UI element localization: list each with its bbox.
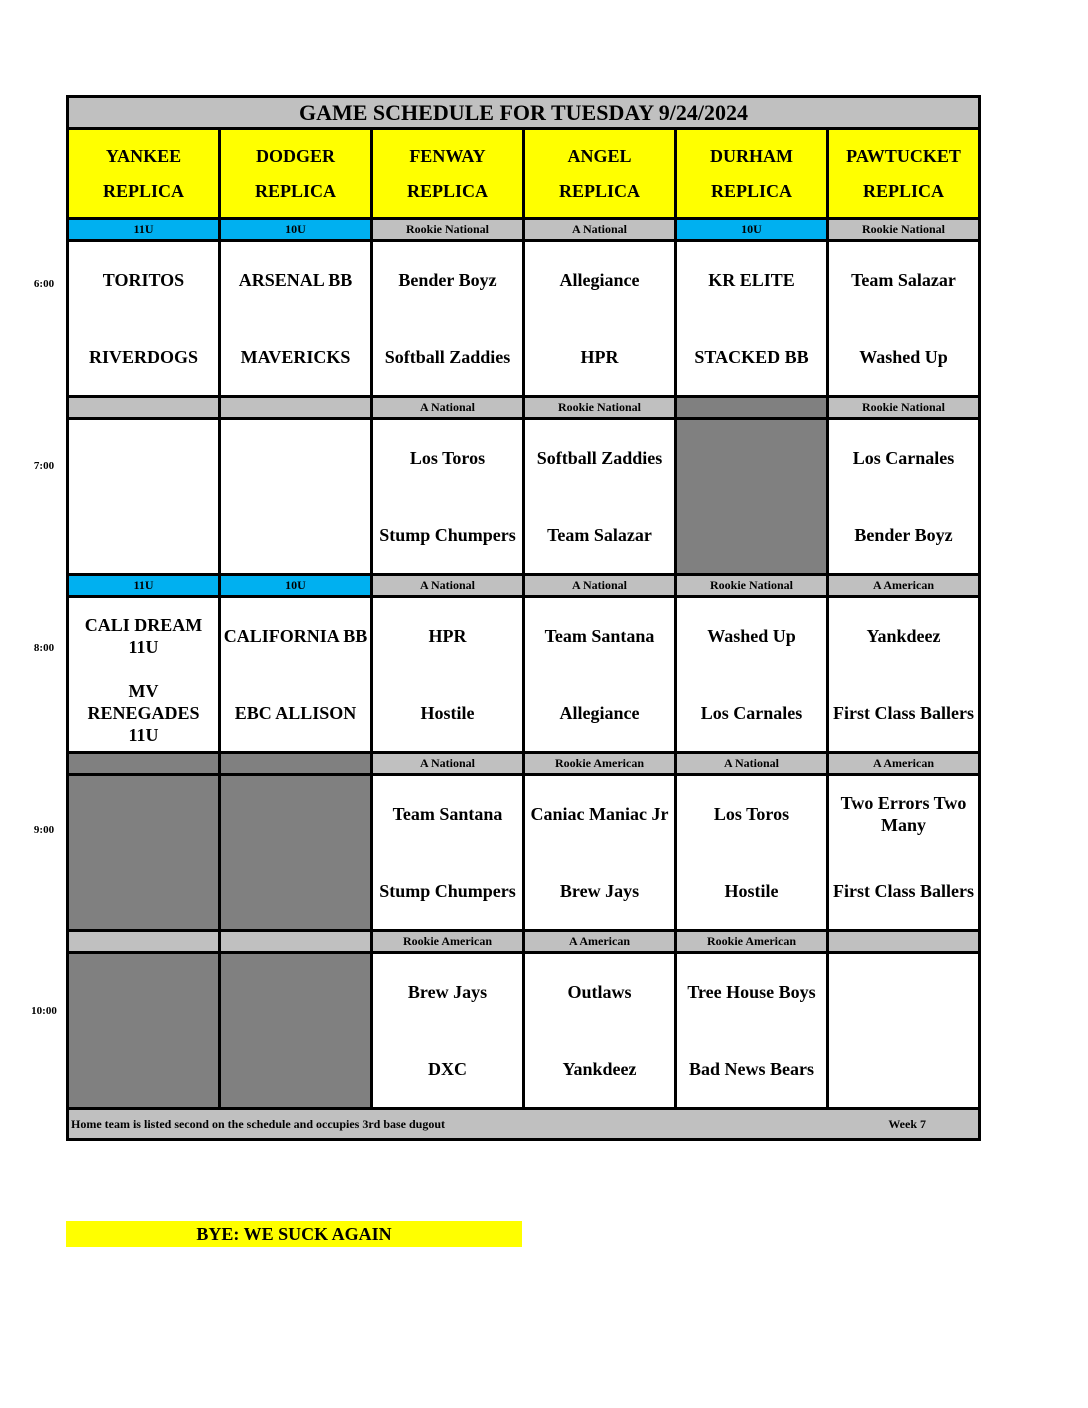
away-team: Softball Zaddies	[536, 448, 663, 469]
time-label-8: 8:00	[33, 642, 55, 654]
matchup	[677, 776, 826, 929]
game-cell	[828, 241, 980, 397]
home-team-note: Home team is listed second on the schedule and occupies 3rd base dugout	[71, 1116, 446, 1131]
division-label: A National	[524, 219, 676, 241]
matchup	[677, 420, 826, 573]
away-team: HPR	[428, 626, 467, 647]
matchup	[221, 242, 370, 395]
matchup	[525, 598, 674, 751]
away-team: Caniac Maniac Jr	[530, 804, 669, 825]
field-name: DODGER	[255, 145, 335, 166]
division-label: 11U	[68, 219, 220, 241]
time-label-6: 6:00	[33, 278, 55, 290]
division-label: 10U	[676, 219, 828, 241]
home-team	[677, 497, 826, 574]
game-cell	[828, 775, 980, 931]
game-cell	[372, 419, 524, 575]
footer-cell	[68, 1109, 980, 1140]
home-team	[221, 853, 370, 930]
week-label: Week 7	[888, 1116, 926, 1131]
matchup	[677, 598, 826, 751]
matchup	[525, 954, 674, 1107]
game-cell	[220, 419, 372, 575]
schedule-title: GAME SCHEDULE FOR TUESDAY 9/24/2024	[68, 97, 980, 129]
division-label	[68, 753, 220, 775]
game-cell	[524, 775, 676, 931]
field-header-3	[372, 129, 524, 219]
home-team: EBC ALLISON	[234, 702, 357, 723]
matchup	[69, 242, 218, 395]
field-name: ANGEL	[567, 145, 632, 166]
game-row	[68, 775, 980, 931]
away-team: Two Errors Two Many	[840, 793, 967, 836]
home-team: Hostile	[724, 880, 779, 901]
game-cell	[68, 241, 220, 397]
game-cell	[220, 241, 372, 397]
home-team: MV RENEGADES 11U	[87, 680, 200, 745]
field-subtitle: REPLICA	[710, 180, 792, 201]
field-header-2	[220, 129, 372, 219]
home-team: Stump Chumpers	[379, 880, 516, 901]
division-label	[220, 931, 372, 953]
game-cell	[68, 775, 220, 931]
division-label	[828, 931, 980, 953]
matchup	[525, 776, 674, 929]
away-team: Yankdeez	[866, 626, 941, 647]
game-cell	[676, 419, 828, 575]
home-team: Bad News Bears	[689, 1058, 814, 1079]
matchup	[525, 242, 674, 395]
game-cell	[220, 597, 372, 753]
game-cell	[524, 419, 676, 575]
home-team: RIVERDOGS	[88, 346, 199, 367]
division-label	[68, 931, 220, 953]
game-cell	[372, 597, 524, 753]
division-label: A American	[828, 575, 980, 597]
away-team: Brew Jays	[407, 982, 488, 1003]
matchup	[829, 776, 978, 929]
division-label	[220, 753, 372, 775]
home-team	[221, 497, 370, 574]
away-team: Los Carnales	[852, 448, 955, 469]
division-label: A National	[372, 397, 524, 419]
field-name: DURHAM	[710, 145, 793, 166]
footer-row	[68, 1109, 980, 1140]
division-label: Rookie American	[372, 931, 524, 953]
division-label: A National	[372, 753, 524, 775]
away-team: Allegiance	[559, 270, 640, 291]
away-team	[677, 420, 826, 497]
game-cell	[828, 597, 980, 753]
away-team: KR ELITE	[708, 270, 795, 291]
division-label	[68, 397, 220, 419]
game-row	[68, 419, 980, 575]
bye-notice: BYE: WE SUCK AGAIN	[66, 1221, 522, 1247]
away-team: Washed Up	[707, 626, 796, 647]
away-team: Team Salazar	[851, 270, 956, 291]
away-team	[69, 776, 218, 853]
field-name: PAWTUCKET	[846, 145, 961, 166]
division-label: A National	[676, 753, 828, 775]
field-subtitle: REPLICA	[254, 180, 336, 201]
home-team	[69, 497, 218, 574]
game-row	[68, 953, 980, 1109]
game-cell	[676, 241, 828, 397]
game-row	[68, 597, 980, 753]
field-subtitle: REPLICA	[558, 180, 640, 201]
game-cell	[676, 775, 828, 931]
game-cell	[68, 597, 220, 753]
time-label-9: 9:00	[33, 824, 55, 836]
field-header-1	[68, 129, 220, 219]
division-label: 10U	[220, 575, 372, 597]
away-team	[221, 776, 370, 853]
away-team: CALI DREAM 11U	[84, 615, 203, 658]
home-team: Team Salazar	[547, 524, 652, 545]
game-cell	[676, 597, 828, 753]
home-team: HPR	[580, 346, 619, 367]
game-cell	[220, 953, 372, 1109]
matchup	[677, 954, 826, 1107]
division-row	[68, 397, 980, 419]
matchup	[829, 420, 978, 573]
game-cell	[68, 419, 220, 575]
division-label: 11U	[68, 575, 220, 597]
away-team	[221, 420, 370, 497]
home-team: Stump Chumpers	[379, 524, 516, 545]
matchup	[373, 954, 522, 1107]
time-label-7: 7:00	[33, 460, 55, 472]
division-row	[68, 753, 980, 775]
division-label: Rookie National	[372, 219, 524, 241]
field-name: YANKEE	[105, 145, 182, 166]
division-label	[676, 397, 828, 419]
matchup	[525, 420, 674, 573]
game-cell	[68, 953, 220, 1109]
matchup	[221, 598, 370, 751]
game-cell	[524, 953, 676, 1109]
matchup	[69, 776, 218, 929]
game-row	[68, 241, 980, 397]
game-cell	[220, 775, 372, 931]
away-team: CALIFORNIA BB	[223, 626, 368, 647]
away-team	[69, 954, 218, 1031]
division-label: Rookie National	[828, 397, 980, 419]
matchup	[829, 242, 978, 395]
home-team	[69, 1031, 218, 1108]
away-team: ARSENAL BB	[238, 270, 353, 291]
matchup	[221, 420, 370, 573]
home-team	[221, 1031, 370, 1108]
home-team: Softball Zaddies	[384, 346, 511, 367]
division-label: A American	[828, 753, 980, 775]
division-label: A National	[372, 575, 524, 597]
home-team: First Class Ballers	[833, 880, 974, 901]
division-label: Rookie American	[676, 931, 828, 953]
away-team: Bender Boyz	[398, 270, 497, 291]
division-label: Rookie National	[676, 575, 828, 597]
away-team	[69, 420, 218, 497]
division-label	[220, 397, 372, 419]
division-row	[68, 931, 980, 953]
matchup	[221, 776, 370, 929]
matchup	[829, 598, 978, 751]
home-team: Allegiance	[559, 702, 640, 723]
game-cell	[372, 241, 524, 397]
game-cell	[676, 953, 828, 1109]
division-label: 10U	[220, 219, 372, 241]
division-label: A National	[524, 575, 676, 597]
matchup	[373, 598, 522, 751]
away-team: Los Toros	[409, 448, 486, 469]
matchup	[373, 776, 522, 929]
division-label: A American	[524, 931, 676, 953]
matchup	[829, 954, 978, 1107]
field-subtitle: REPLICA	[102, 180, 184, 201]
home-team: Brew Jays	[559, 880, 640, 901]
matchup	[69, 420, 218, 573]
matchup	[373, 242, 522, 395]
field-header-4	[524, 129, 676, 219]
matchup	[69, 598, 218, 751]
away-team	[221, 954, 370, 1031]
field-header-row	[68, 129, 980, 219]
time-label-10: 10:00	[31, 1005, 57, 1017]
away-team: Tree House Boys	[687, 982, 816, 1003]
home-team: Yankdeez	[562, 1058, 637, 1079]
game-cell	[372, 953, 524, 1109]
away-team: Los Toros	[713, 804, 790, 825]
field-subtitle: REPLICA	[862, 180, 944, 201]
field-name: FENWAY	[409, 145, 486, 166]
matchup	[677, 242, 826, 395]
home-team	[829, 1031, 978, 1108]
away-team: Team Santana	[392, 804, 503, 825]
home-team: STACKED BB	[694, 346, 809, 367]
home-team: First Class Ballers	[833, 702, 974, 723]
home-team	[69, 853, 218, 930]
game-cell	[372, 775, 524, 931]
title-row	[68, 97, 980, 129]
away-team: Team Santana	[544, 626, 655, 647]
game-cell	[828, 419, 980, 575]
field-header-6	[828, 129, 980, 219]
field-subtitle: REPLICA	[406, 180, 488, 201]
home-team: Washed Up	[859, 346, 948, 367]
division-row	[68, 219, 980, 241]
away-team	[829, 954, 978, 1031]
matchup	[221, 954, 370, 1107]
division-label: Rookie National	[524, 397, 676, 419]
game-cell	[524, 597, 676, 753]
matchup	[373, 420, 522, 573]
home-team: Los Carnales	[700, 702, 803, 723]
division-label: Rookie American	[524, 753, 676, 775]
matchup	[69, 954, 218, 1107]
game-cell	[524, 241, 676, 397]
home-team: DXC	[428, 1058, 467, 1079]
division-row	[68, 575, 980, 597]
home-team: Bender Boyz	[854, 524, 953, 545]
home-team: MAVERICKS	[240, 346, 351, 367]
home-team: Hostile	[420, 702, 475, 723]
game-cell	[828, 953, 980, 1109]
field-header-5	[676, 129, 828, 219]
away-team: TORITOS	[102, 270, 185, 291]
schedule-table	[66, 95, 981, 1141]
away-team: Outlaws	[567, 982, 632, 1003]
division-label: Rookie National	[828, 219, 980, 241]
